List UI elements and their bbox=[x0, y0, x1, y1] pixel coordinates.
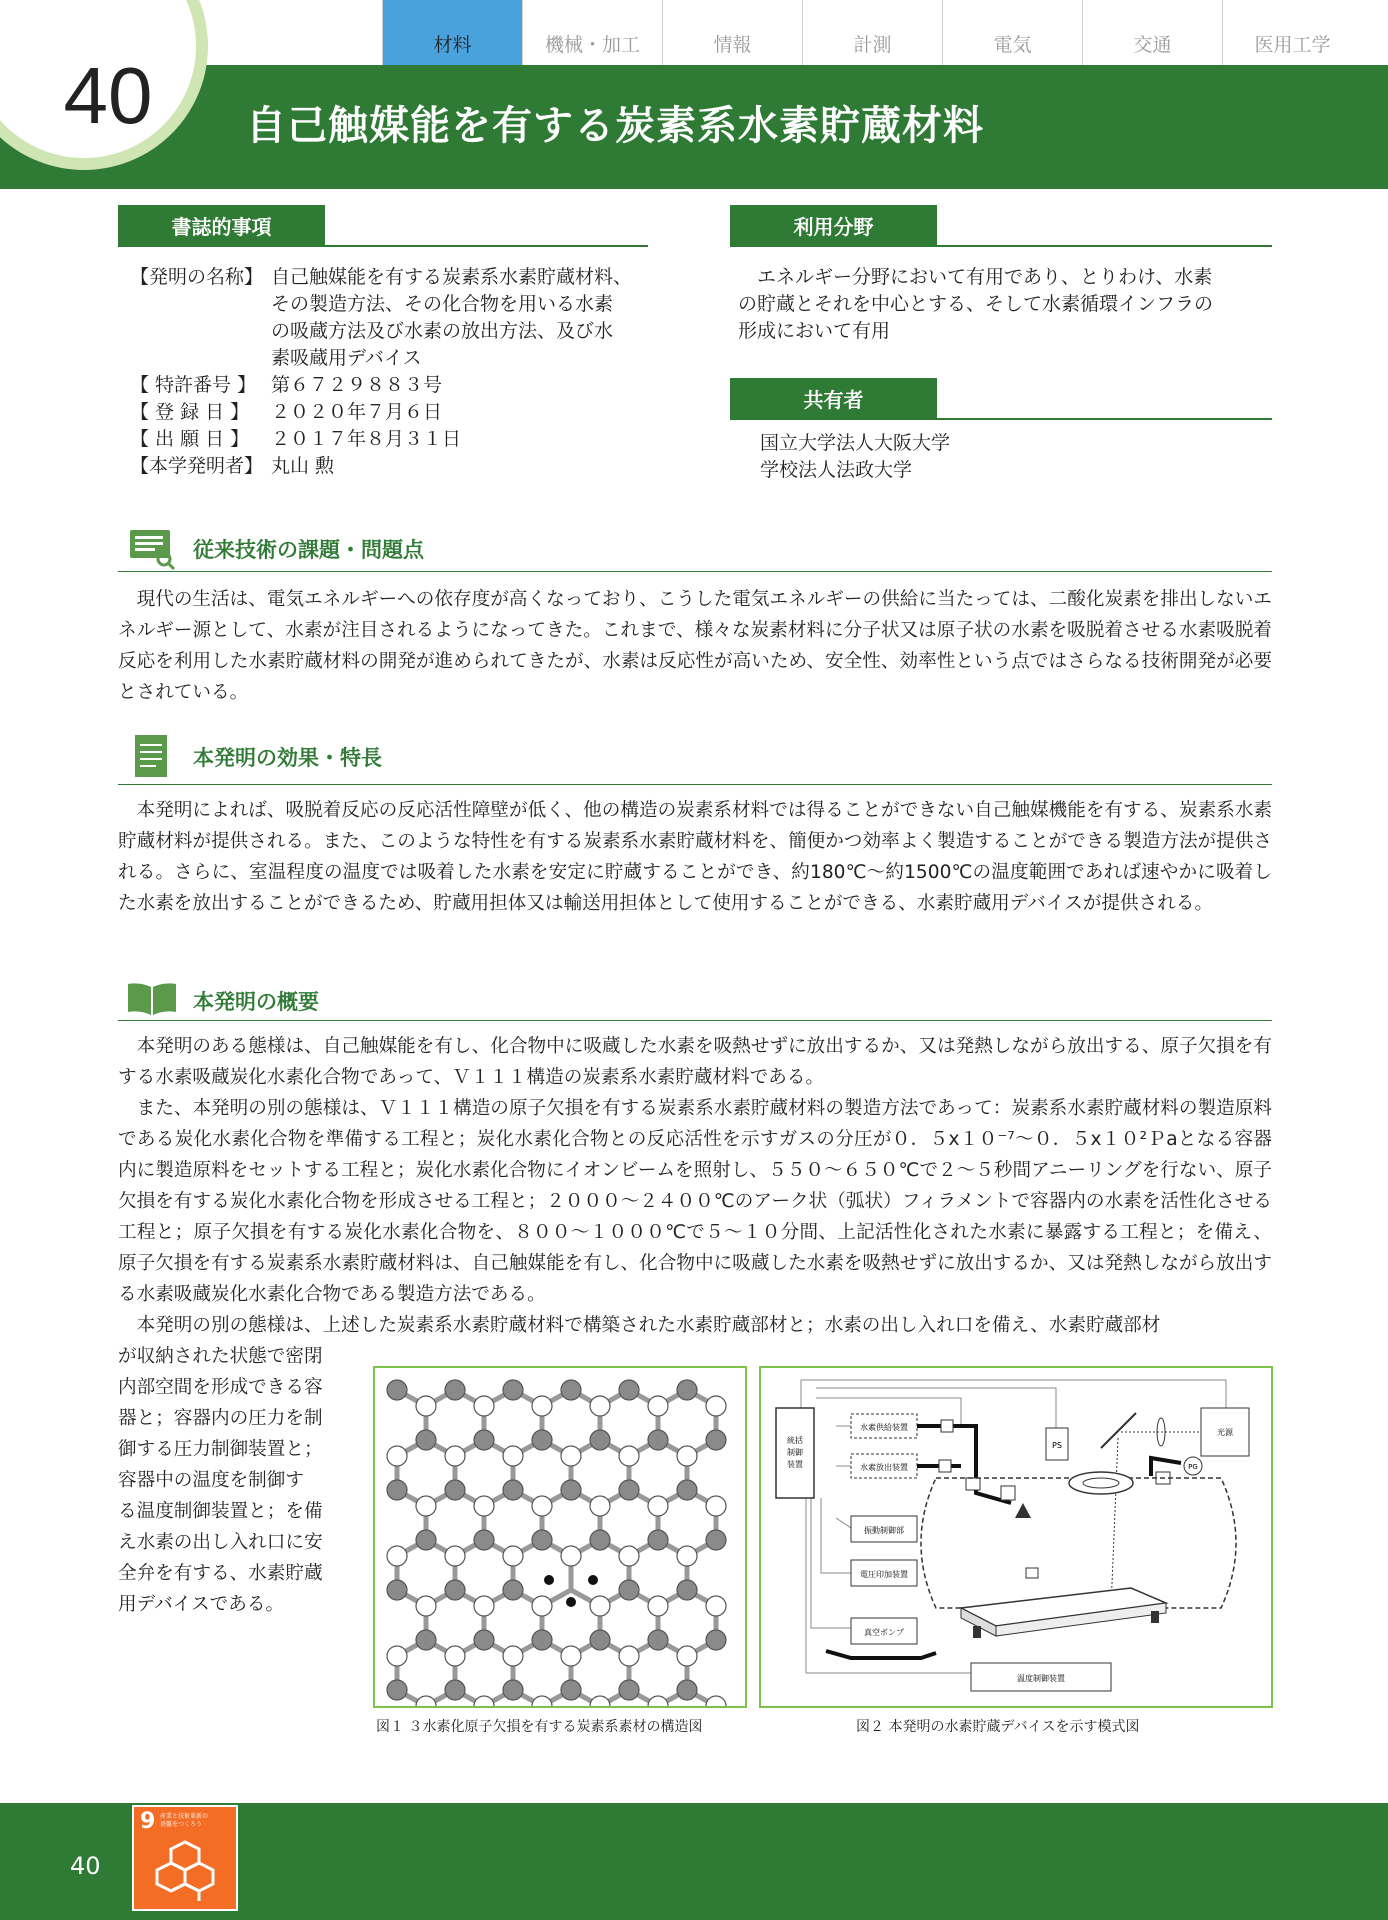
tab-information[interactable]: 情報 bbox=[662, 0, 802, 65]
lattice-atom bbox=[503, 1680, 523, 1700]
sdg-badge bbox=[132, 1805, 238, 1911]
tab-machinery[interactable]: 機械・加工 bbox=[522, 0, 662, 65]
owner-item: 国立大学法人大阪大学 bbox=[760, 432, 951, 454]
sec3-p3-first: 本発明の別の態様は、上述した炭素系水素貯蔵材料で構築された水素貯蔵部材と；水素の出し入れ口を備え、水素貯蔵部材 bbox=[136, 1315, 1161, 1336]
lattice-atom bbox=[561, 1646, 581, 1666]
lattice-atom bbox=[706, 1630, 726, 1650]
owners-block bbox=[760, 430, 950, 484]
lattice-atom bbox=[590, 1396, 610, 1416]
lattice-atom bbox=[474, 1496, 494, 1516]
lattice-atom bbox=[677, 1646, 697, 1666]
page-number: 40 bbox=[63, 51, 153, 140]
sec3-p3-wrap bbox=[118, 1341, 358, 1620]
category-tabs bbox=[382, 0, 1362, 65]
lattice-atom bbox=[619, 1680, 639, 1700]
reg-label: 【 登 録 日 】 bbox=[130, 401, 250, 423]
lattice-atom bbox=[387, 1446, 407, 1466]
ps-label: PS bbox=[1052, 1441, 1062, 1450]
lattice-atom bbox=[503, 1546, 523, 1566]
app-value: ２０１７年８月３１日 bbox=[271, 428, 462, 450]
lattice-atom bbox=[677, 1546, 697, 1566]
supply-label: 水素供給装置 bbox=[860, 1423, 908, 1432]
patent-label: 【 特許番号 】 bbox=[130, 374, 257, 396]
lattice-atom bbox=[416, 1496, 436, 1516]
lattice-atom bbox=[445, 1580, 465, 1600]
lattice-atom bbox=[619, 1380, 639, 1400]
ctrl-label-1: 統括 bbox=[787, 1436, 803, 1445]
hydrogen-atom bbox=[544, 1575, 554, 1585]
sec1-text: 現代の生活は、電気エネルギーへの依存度が高くなっており、こうした電気エネルギーの供給に当たっては、二酸化炭素を排出しないエネルギー源として、水素が注目されるようになってきた。これまで、様々な炭素材料に分子状又は原子状の水素を吸脱着させる水素吸脱着反応を利用した水素貯蔵材料の開発が進められてきたが、水素は反応性が高いため、安全性、効率性という点ではさらなる技術開発が必要とされている。 bbox=[118, 589, 1272, 703]
vacuum-chamber bbox=[921, 1478, 1236, 1608]
sec3-p1: 本発明のある態様は、自己触媒能を有し、化合物中に吸蔵した水素を吸熱せずに放出するか、又は発熱しながら放出する、原子欠損を有する水素吸蔵炭化水素化合物であって、Ｖ１１１構造の炭素系水素貯蔵材料である。 bbox=[118, 1036, 1272, 1088]
inventor-value: 丸山 勲 bbox=[271, 455, 335, 477]
lattice-atom bbox=[387, 1480, 407, 1500]
sec2-text: 本発明によれば、吸脱着反応の反応活性障壁が低く、他の構造の炭素系材料では得ることができない自己触媒機能を有する、炭素系水素貯蔵材料が提供される。また、このような特性を有する炭素系水素貯蔵材料を、簡便かつ効率よく製造することができる製造方法が提供される。さらに、室温程度の温度では吸着した水素を安定に貯蔵することができ、約180℃～約1500℃の温度範囲であれば速やかに吸着した水素を放出することができるため、貯蔵用担体又は輸送用担体として使用することができる、水素貯蔵用デバイスが提供される。 bbox=[118, 800, 1272, 914]
biblio-rule bbox=[118, 245, 648, 247]
lattice-atom bbox=[532, 1596, 552, 1616]
usage-line: 形成において有用 bbox=[738, 320, 891, 342]
sdg-text bbox=[160, 1813, 208, 1829]
lattice-atom bbox=[619, 1646, 639, 1666]
figure-1-caption: 図１ ３水素化原子欠損を有する炭素系素材の構造図 bbox=[376, 1719, 703, 1735]
lattice-diagram bbox=[375, 1368, 745, 1706]
name-label: 【発明の名称】 bbox=[130, 266, 264, 288]
owner-item: 学校法人法政大学 bbox=[760, 459, 913, 481]
tab-transport[interactable]: 交通 bbox=[1082, 0, 1222, 65]
figure-2 bbox=[759, 1366, 1273, 1708]
p3-line: 容器中の温度を制御す bbox=[118, 1470, 304, 1491]
lattice-atom bbox=[648, 1696, 668, 1706]
p3-line: が収納された状態で密閉 bbox=[118, 1346, 323, 1367]
tab-materials[interactable]: 材料 bbox=[382, 0, 522, 65]
lattice-atom bbox=[677, 1580, 697, 1600]
lattice-atom bbox=[648, 1430, 668, 1450]
p3-line: 内部空間を形成できる容 bbox=[118, 1377, 323, 1398]
lattice-atom bbox=[532, 1696, 552, 1706]
sdg-text-line: 基盤をつくろう bbox=[160, 1821, 203, 1828]
lattice-atom bbox=[619, 1546, 639, 1566]
lattice-atom bbox=[503, 1480, 523, 1500]
sec3-body bbox=[118, 1031, 1272, 1341]
lattice-atom bbox=[445, 1446, 465, 1466]
p3-line: る温度制御装置と；を備 bbox=[118, 1501, 323, 1522]
lattice-atom bbox=[677, 1480, 697, 1500]
light-label: 光源 bbox=[1217, 1428, 1233, 1437]
lattice-atom bbox=[474, 1396, 494, 1416]
lattice-atom bbox=[387, 1380, 407, 1400]
lattice-atom bbox=[532, 1496, 552, 1516]
lattice-atom bbox=[619, 1446, 639, 1466]
sec2-title: 本発明の効果・特長 bbox=[193, 746, 382, 770]
lattice-atom bbox=[416, 1430, 436, 1450]
p3-line: 用デバイスである。 bbox=[118, 1594, 285, 1615]
p3-line: 器と；容器内の圧力を制 bbox=[118, 1408, 323, 1429]
p3-line: 全弁を有する、水素貯蔵 bbox=[118, 1563, 323, 1584]
pg-label: PG bbox=[1188, 1463, 1198, 1471]
lattice-atom bbox=[561, 1680, 581, 1700]
drive-label: 振動制御部 bbox=[864, 1526, 904, 1535]
lattice-atom bbox=[474, 1696, 494, 1706]
sec2-rule bbox=[118, 784, 1272, 785]
lattice-atom bbox=[561, 1546, 581, 1566]
lattice-atom bbox=[387, 1546, 407, 1566]
lattice-atom bbox=[706, 1496, 726, 1516]
lattice-atom bbox=[590, 1596, 610, 1616]
open-book-icon bbox=[126, 982, 178, 1016]
usage-heading: 利用分野 bbox=[730, 205, 937, 245]
lattice-atom bbox=[706, 1596, 726, 1616]
cubes-icon bbox=[154, 1839, 216, 1905]
lattice-atom bbox=[532, 1630, 552, 1650]
temp-label: 温度制御装置 bbox=[1017, 1674, 1065, 1683]
lattice-atom bbox=[474, 1430, 494, 1450]
lattice-atom bbox=[387, 1580, 407, 1600]
lattice-atom bbox=[445, 1380, 465, 1400]
lattice-atom bbox=[706, 1396, 726, 1416]
lattice-atom bbox=[503, 1646, 523, 1666]
usage-block bbox=[738, 264, 1278, 345]
lattice-atom bbox=[532, 1530, 552, 1550]
sec3-title: 本発明の概要 bbox=[193, 990, 319, 1014]
hydrogen-atom bbox=[588, 1575, 598, 1585]
sec1-rule bbox=[118, 571, 1272, 572]
tab-measurement[interactable]: 計測 bbox=[802, 0, 942, 65]
figure-2-caption: 図２ 本発明の水素貯蔵デバイスを示す模式図 bbox=[856, 1719, 1140, 1735]
lattice-atom bbox=[590, 1530, 610, 1550]
figure-1 bbox=[373, 1366, 747, 1708]
release-label: 水素放出装置 bbox=[860, 1463, 908, 1472]
lattice-atom bbox=[503, 1446, 523, 1466]
sec3-rule bbox=[118, 1020, 1272, 1021]
owners-rule bbox=[730, 418, 1272, 420]
lattice-atom bbox=[677, 1446, 697, 1466]
biblio-block bbox=[130, 264, 650, 480]
lattice-atom bbox=[445, 1680, 465, 1700]
lattice-atom bbox=[648, 1396, 668, 1416]
lattice-atom bbox=[416, 1396, 436, 1416]
name-line: の吸蔵方法及び水素の放出方法、及び水 bbox=[271, 320, 614, 342]
tab-medical[interactable]: 医用工学 bbox=[1222, 0, 1362, 65]
lattice-atom bbox=[474, 1596, 494, 1616]
device-schematic bbox=[761, 1368, 1271, 1706]
lattice-atom bbox=[387, 1680, 407, 1700]
lattice-atom bbox=[445, 1546, 465, 1566]
name-line: 素吸蔵用デバイス bbox=[271, 347, 422, 369]
lattice-atom bbox=[503, 1380, 523, 1400]
lattice-atom bbox=[590, 1430, 610, 1450]
lattice-atom bbox=[532, 1430, 552, 1450]
lattice-atom bbox=[474, 1530, 494, 1550]
lattice-atom bbox=[445, 1646, 465, 1666]
ctrl-label-3: 装置 bbox=[787, 1460, 803, 1469]
lattice-atom bbox=[590, 1696, 610, 1706]
p3-line: 御する圧力制御装置と； bbox=[118, 1439, 323, 1460]
tab-electric[interactable]: 電気 bbox=[942, 0, 1082, 65]
biblio-heading: 書誌的事項 bbox=[118, 205, 325, 245]
lattice-atom bbox=[561, 1446, 581, 1466]
usage-rule bbox=[730, 245, 1272, 247]
pump-label: 真空ポンプ bbox=[864, 1628, 904, 1637]
lattice-atom bbox=[648, 1530, 668, 1550]
lattice-atom bbox=[619, 1480, 639, 1500]
usage-line: エネルギー分野において有用であり、とりわけ、水素 bbox=[757, 266, 1213, 288]
lattice-atom bbox=[648, 1496, 668, 1516]
lattice-atom bbox=[387, 1646, 407, 1666]
lattice-atom bbox=[590, 1496, 610, 1516]
lattice-atom bbox=[619, 1580, 639, 1600]
document-icon bbox=[134, 734, 168, 778]
p3-line: え水素の出し入れ口に安 bbox=[118, 1532, 323, 1553]
ctrl-label-2: 制御 bbox=[787, 1448, 803, 1457]
lattice-atom bbox=[416, 1696, 436, 1706]
footer-page-number: 40 bbox=[70, 1852, 101, 1880]
owners-heading: 共有者 bbox=[730, 378, 937, 418]
lattice-atom bbox=[474, 1630, 494, 1650]
name-line: その製造方法、その化合物を用いる水素 bbox=[271, 293, 614, 315]
app-label: 【 出 願 日 】 bbox=[130, 428, 250, 450]
lattice-atom bbox=[503, 1580, 523, 1600]
sdg-text-line: 産業と技術革新の bbox=[160, 1813, 209, 1820]
sdg-number: 9 bbox=[140, 1809, 156, 1834]
lattice-atom bbox=[706, 1530, 726, 1550]
lattice-atom bbox=[648, 1630, 668, 1650]
lattice-atom bbox=[706, 1430, 726, 1450]
lattice-atom bbox=[648, 1596, 668, 1616]
name-line: 自己触媒能を有する炭素系水素貯蔵材料、 bbox=[271, 266, 633, 288]
reg-value: ２０２０年７月６日 bbox=[271, 401, 443, 423]
usage-line: の貯蔵とそれを中心とする、そして水素循環インフラの bbox=[738, 293, 1214, 315]
lattice-atom bbox=[677, 1680, 697, 1700]
lattice-atom bbox=[445, 1480, 465, 1500]
sec1-title: 従来技術の課題・問題点 bbox=[193, 538, 424, 562]
lattice-atom bbox=[416, 1530, 436, 1550]
sec3-p2: また、本発明の別の態様は、Ｖ１１１構造の原子欠損を有する炭素系水素貯蔵材料の製造方法であって：炭素系水素貯蔵材料の製造原料である炭化水素化合物を準備する工程と；炭化水素化合物との反応活性を示すガスの分圧が０．５x１０⁻⁷～０．５x１０²Ｐaとなる容器内に製造原料をセットする工程と；炭化水素化合物にイオンビームを照射し、５５０～６５０℃で２～５秒間アニーリングを行ない、原子欠損を有する炭化水素化合物を形成させる工程と；２０００～２４００℃のアーク状（弧状）フィラメントで容器内の水素を活性化させる工程と；原子欠損を有する炭化水素化合物を、８００～１０００℃で５～１０分間、上記活性化された水素に暴露する工程と；を備え、原子欠損を有する炭素系水素貯蔵材料は、自己触媒能を有し、化合物中に吸蔵した水素を吸熱せずに放出するか、又は発熱しながら放出する水素吸蔵炭化水素化合物である製造方法である。 bbox=[118, 1098, 1272, 1305]
lattice-atom bbox=[677, 1380, 697, 1400]
monitor-search-icon bbox=[128, 528, 176, 568]
lattice-atom bbox=[416, 1596, 436, 1616]
lattice-atom bbox=[561, 1480, 581, 1500]
lattice-atom bbox=[706, 1696, 726, 1706]
page-title: 自己触媒能を有する炭素系水素貯蔵材料 bbox=[246, 103, 984, 149]
voltage-label: 電圧印加装置 bbox=[860, 1570, 908, 1579]
inventor-label: 【本学発明者】 bbox=[130, 455, 264, 477]
lattice-atom bbox=[561, 1380, 581, 1400]
lattice-atom bbox=[532, 1396, 552, 1416]
patent-value: 第６７２９８８３号 bbox=[271, 374, 443, 396]
hydrogen-atom bbox=[566, 1597, 576, 1607]
lattice-atom bbox=[590, 1630, 610, 1650]
lattice-atom bbox=[416, 1630, 436, 1650]
